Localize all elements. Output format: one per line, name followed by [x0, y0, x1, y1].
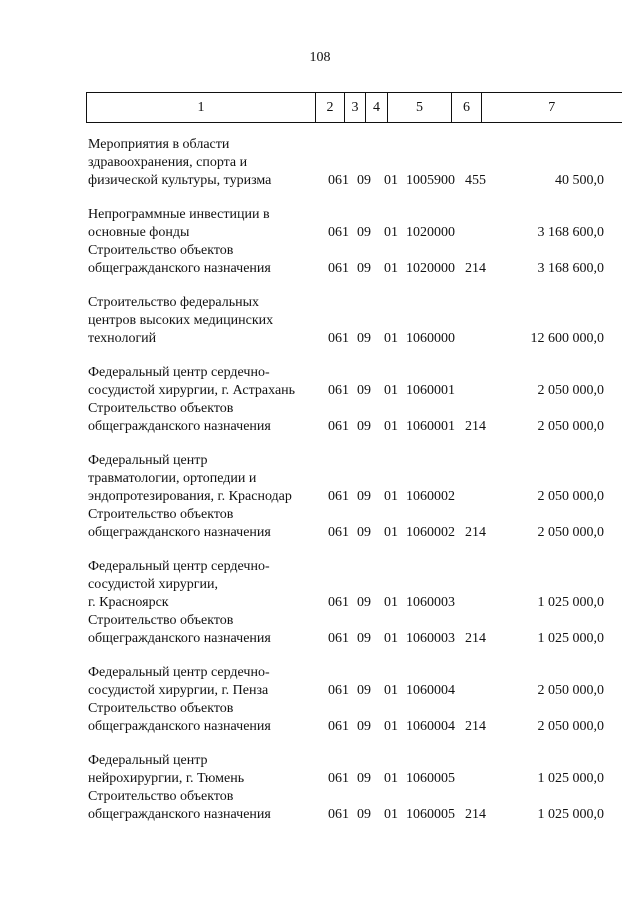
row-title: Строительство федеральных центров высоких медицинских технологий: [88, 295, 274, 346]
row-title: Строительство объектов общегражданского назначения: [88, 613, 271, 646]
row-title: Строительство объектов общегражданского назначения: [88, 401, 271, 434]
target-article-code: 1020000: [406, 225, 455, 240]
amount-value: 12 600 000,0: [530, 331, 604, 346]
ministry-code: 061: [328, 225, 349, 240]
ministry-code: 061: [328, 173, 349, 188]
section-code: 09: [357, 261, 371, 276]
subsection-code: 01: [384, 807, 398, 822]
expense-type-code: 214: [465, 261, 486, 276]
target-article-code: 1005900: [406, 173, 455, 188]
amount-value: 2 050 000,0: [537, 719, 604, 734]
target-article-code: 1060003: [406, 631, 455, 646]
ministry-code: 061: [328, 383, 349, 398]
row-title: Мероприятия в области здравоохранения, спорта и физической культуры, туризма: [88, 137, 272, 188]
table-row: [0, 612, 640, 648]
expense-type-code: 214: [465, 807, 486, 822]
target-article-code: 1060001: [406, 383, 455, 398]
table-row: [0, 206, 640, 242]
ministry-code: 061: [328, 631, 349, 646]
section-code: 09: [357, 771, 371, 786]
expense-type-code: 214: [465, 719, 486, 734]
subsection-code: 01: [384, 225, 398, 240]
amount-value: 1 025 000,0: [537, 807, 604, 822]
table-row: [0, 136, 640, 190]
ministry-code: 061: [328, 419, 349, 434]
section-code: 09: [357, 631, 371, 646]
row-title: Строительство объектов общегражданского назначения: [88, 243, 271, 276]
row-title: Федеральный центр травматологии, ортопедии и эндопротезирования, г. Краснодар: [88, 453, 292, 504]
target-article-code: 1020000: [406, 261, 455, 276]
target-article-code: 1060001: [406, 419, 455, 434]
amount-value: 2 050 000,0: [537, 683, 604, 698]
section-code: 09: [357, 525, 371, 540]
expense-type-code: 214: [465, 525, 486, 540]
amount-value: 1 025 000,0: [537, 771, 604, 786]
subsection-code: 01: [384, 525, 398, 540]
amount-value: 2 050 000,0: [537, 525, 604, 540]
target-article-code: 1060005: [406, 807, 455, 822]
ministry-code: 061: [328, 595, 349, 610]
row-title: Федеральный центр сердечно- сосудистой хирургии, г. Пенза: [88, 665, 270, 698]
subsection-code: 01: [384, 631, 398, 646]
table-row: [0, 506, 640, 542]
ministry-code: 061: [328, 719, 349, 734]
section-code: 09: [357, 683, 371, 698]
section-code: 09: [357, 489, 371, 504]
column-header-6: 6: [452, 93, 482, 123]
subsection-code: 01: [384, 489, 398, 504]
amount-value: 2 050 000,0: [537, 383, 604, 398]
section-code: 09: [357, 383, 371, 398]
row-title: Федеральный центр нейрохирургии, г. Тюмень: [88, 753, 245, 786]
section-code: 09: [357, 173, 371, 188]
column-header-7: 7: [482, 93, 622, 123]
target-article-code: 1060003: [406, 595, 455, 610]
row-title: Непрограммные инвестиции в основные фонды: [88, 207, 270, 240]
subsection-code: 01: [384, 683, 398, 698]
budget-table-body: [0, 136, 640, 824]
row-title: Федеральный центр сердечно- сосудистой хирургии, г. Астрахань: [88, 365, 296, 398]
amount-value: 40 500,0: [555, 173, 604, 188]
section-code: 09: [357, 225, 371, 240]
table-row: [0, 700, 640, 736]
target-article-code: 1060004: [406, 719, 455, 734]
table-row: [0, 788, 640, 824]
ministry-code: 061: [328, 771, 349, 786]
column-header-1: 1: [87, 93, 316, 123]
column-header-5: 5: [388, 93, 452, 123]
expense-type-code: 455: [465, 173, 486, 188]
target-article-code: 1060002: [406, 525, 455, 540]
subsection-code: 01: [384, 173, 398, 188]
column-header-row: [87, 93, 622, 123]
expense-type-code: 214: [465, 631, 486, 646]
table-row: [0, 452, 640, 506]
section-code: 09: [357, 719, 371, 734]
target-article-code: 1060005: [406, 771, 455, 786]
section-code: 09: [357, 595, 371, 610]
target-article-code: 1060004: [406, 683, 455, 698]
expense-type-code: 214: [465, 419, 486, 434]
table-row: [0, 242, 640, 278]
table-row: [0, 664, 640, 700]
section-code: 09: [357, 419, 371, 434]
subsection-code: 01: [384, 595, 398, 610]
ministry-code: 061: [328, 525, 349, 540]
subsection-code: 01: [384, 719, 398, 734]
ministry-code: 061: [328, 331, 349, 346]
table-row: [0, 294, 640, 348]
subsection-code: 01: [384, 419, 398, 434]
ministry-code: 061: [328, 807, 349, 822]
subsection-code: 01: [384, 261, 398, 276]
amount-value: 3 168 600,0: [537, 261, 604, 276]
ministry-code: 061: [328, 683, 349, 698]
section-code: 09: [357, 331, 371, 346]
column-header-table: [86, 92, 622, 123]
ministry-code: 061: [328, 489, 349, 504]
target-article-code: 1060000: [406, 331, 455, 346]
amount-value: 2 050 000,0: [537, 489, 604, 504]
section-code: 09: [357, 807, 371, 822]
column-header-4: 4: [366, 93, 388, 123]
subsection-code: 01: [384, 771, 398, 786]
amount-value: 1 025 000,0: [537, 631, 604, 646]
amount-value: 2 050 000,0: [537, 419, 604, 434]
row-title: Строительство объектов общегражданского назначения: [88, 701, 271, 734]
table-row: [0, 752, 640, 788]
table-row: [0, 364, 640, 400]
amount-value: 1 025 000,0: [537, 595, 604, 610]
column-header-2: 2: [316, 93, 345, 123]
target-article-code: 1060002: [406, 489, 455, 504]
column-header-3: 3: [345, 93, 366, 123]
row-title: Строительство объектов общегражданского назначения: [88, 789, 271, 822]
row-title: Строительство объектов общегражданского назначения: [88, 507, 271, 540]
subsection-code: 01: [384, 331, 398, 346]
amount-value: 3 168 600,0: [537, 225, 604, 240]
row-title: Федеральный центр сердечно- сосудистой хирургии, г. Красноярск: [88, 559, 270, 610]
table-row: [0, 400, 640, 436]
subsection-code: 01: [384, 383, 398, 398]
page-number: 108: [309, 50, 331, 65]
table-row: [0, 558, 640, 612]
ministry-code: 061: [328, 261, 349, 276]
